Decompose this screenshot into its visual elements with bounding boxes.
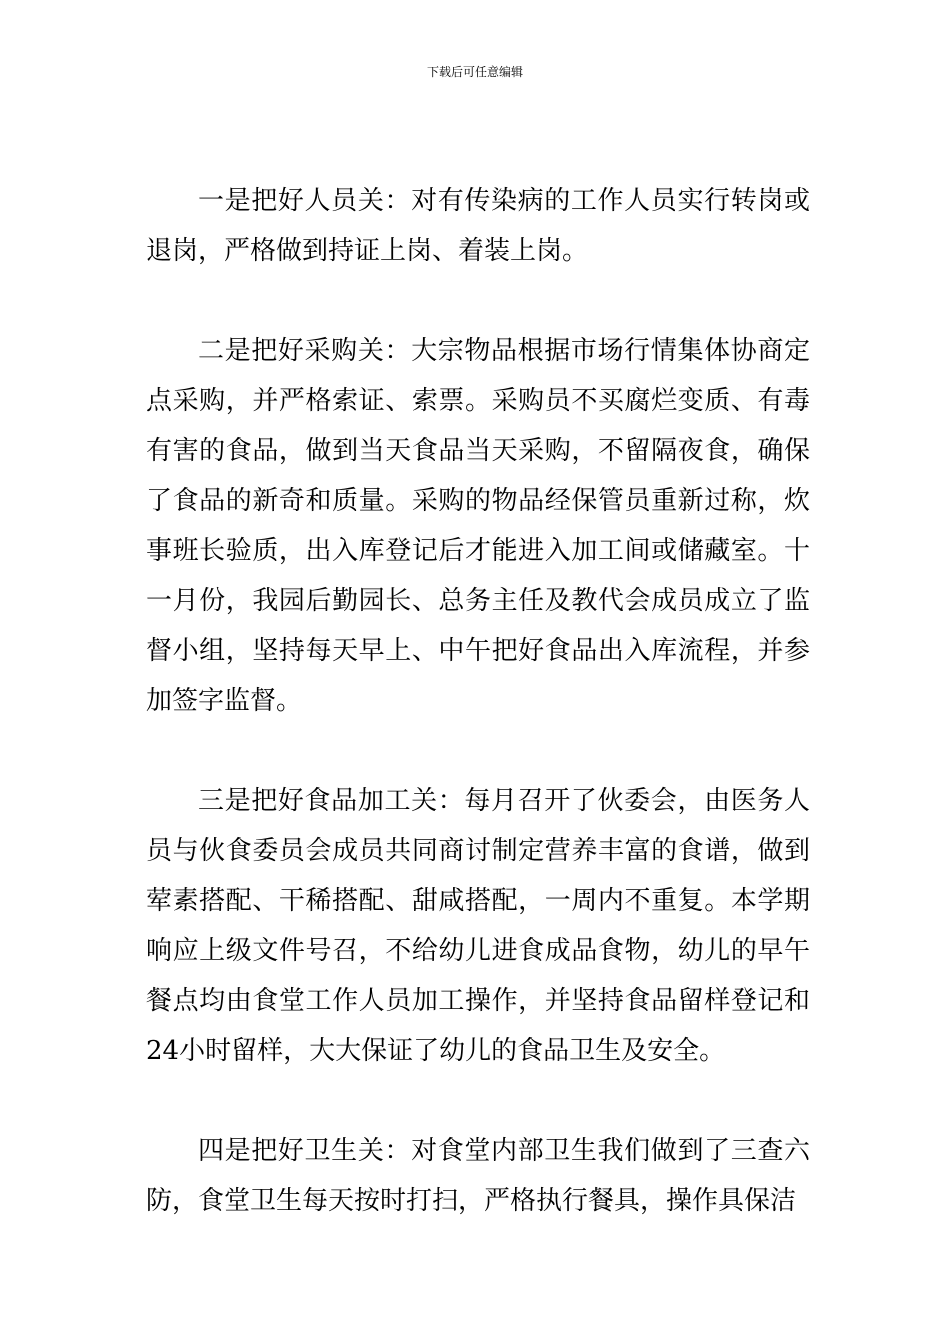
paragraph-procurement: 二是把好采购关：大宗物品根据市场行情集体协商定点采购，并严格索证、索票。采购员不买腐烂变质、有毒有害的食品，做到当天食品当天采购，不留隔夜食，确保了食品的新奇和质量。采购的物品经保管员重新过称，炊事班长验质，出入库登记后才能进入加工间或储藏室。十一月份，我园后勤园长、总务主任及教代会成员成立了监督小组，坚持每天早上、中午把好食品出入库流程，并参加签字监督。 [146,336,810,716]
paragraph-food-processing: 三是把好食品加工关：每月召开了伙委会，由医务人员与伙食委员会成员共同商讨制定营养丰富的食谱，做到荤素搭配、干稀搭配、甜咸搭配，一周内不重复。本学期响应上级文件号召，不给幼儿进食成品食物，幼儿的早午餐点均由食堂工作人员加工操作，并坚持食品留样登记和24小时留样，大大保证了幼儿的食品卫生及安全。 [146,786,810,1066]
page-header: 下载后可任意编辑 [426,65,523,79]
paragraph-personnel: 一是把好人员关：对有传染病的工作人员实行转岗或退岗，严格做到持证上岗、着装上岗。 [146,186,810,266]
document-body [146,176,810,1276]
paragraph-hygiene: 四是把好卫生关：对食堂内部卫生我们做到了三查六防，食堂卫生每天按时打扫，严格执行餐具，操作具保洁 [146,1136,810,1216]
